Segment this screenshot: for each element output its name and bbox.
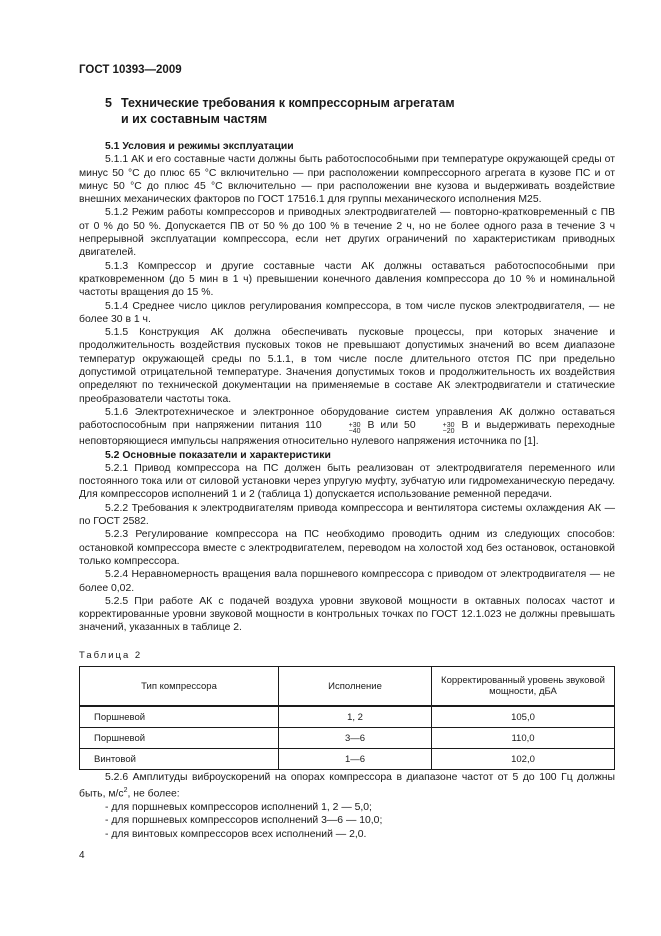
p526-part-b: , не более:: [127, 788, 180, 800]
list-item: - для поршневых компрессоров исполнений 3—6 — 10,0;: [79, 814, 615, 827]
paragraph-5-1-5: 5.1.5 Конструкция АК должна обеспечивать пусковые процессы, при которых значение и продолжительность воздействия пусковых токов не превышают допустимых значений во всем диапазоне температур окружающей среды по 5.1.1, в том числе после длительного отстоя ПС при предельно допустимой отрицательной температуре. Значения допустимых токов и продолжительность их воздействия определяют по технической документации на применяемые в составе АК электродвигатели и статические преобразователи частоты тока.: [79, 327, 615, 405]
cell-type: Поршневой: [80, 706, 279, 728]
tolerance-110: [323, 423, 361, 435]
list-item: - для винтовых компрессоров всех исполнений — 2,0.: [79, 828, 615, 841]
cell-level: 102,0: [432, 749, 615, 770]
p516-part-a: 5.1.6 Электротехническое и электронное оборудование систем управления АК должно оставаться работоспособным при напряжении питания 110: [79, 406, 615, 432]
section-number: 5: [105, 96, 112, 110]
paragraph-5-2-2: 5.2.2 Требования к электродвигателям привода компрессора и вентилятора системы охлаждения АК — по ГОСТ 2582.: [79, 502, 615, 528]
tol-50-lower: −20: [442, 428, 455, 436]
col-header-level: Корректированный уровень звуковой мощности, дБА: [432, 667, 615, 707]
paragraph-5-1-4: 5.1.4 Среднее число циклов регулирования компрессора, в том числе пусков электродвигателя, — не более 30 в 1 ч.: [79, 300, 615, 325]
vibration-list: [79, 801, 615, 841]
noise-table: [79, 666, 615, 770]
table-caption: Таблица 2: [79, 650, 143, 661]
paragraph-5-1-1: 5.1.1 АК и его составные части должны быть работоспособными при температуре окружающей среды от минус 50 °С до плюс 65 °С включительно — при расположении компрессорного агрегата в кузове ПС и от минус 50 °С до плюс 45 °С включительно — при расположении вне кузова и выдерживать воздействие внешних механических факторов по ГОСТ 17516.1 для группы механического исполнения М25.: [79, 154, 615, 206]
cell-level: 110,0: [432, 728, 615, 749]
tolerance-50: [417, 423, 455, 435]
paragraph-5-2-4: 5.2.4 Неравномерность вращения вала поршневого компрессора с приводом от электродвигателя — не более 0,02.: [79, 569, 615, 594]
post-table-body: [79, 771, 615, 841]
cell-version: 1, 2: [279, 706, 432, 728]
p516-part-b: В или 50: [361, 420, 416, 432]
tol-50-upper: +30: [442, 422, 455, 430]
section-title-line1: Технические требования к компрессорным агрегатам: [121, 96, 455, 110]
paragraph-5-1-2: 5.1.2 Режим работы компрессоров и приводных электродвигателей — повторно-кратковременный с ПВ от 0 % до 50 %. Допускается ПВ от 50 % до 100 % в течение 2 ч, но не более одного раза в течение 3 ч непрерывной эксплуатации компрессора, если нет других ограничений по характеристикам приводных двигателей.: [79, 207, 615, 259]
cell-version: 3—6: [279, 728, 432, 749]
paragraph-5-1-3: 5.1.3 Компрессор и другие составные части АК должны оставаться работоспособными при кратковременном (до 5 мин в 1 ч) превышении конечного давления компрессора до 10 % и номинальной частоты вращения до 15 %.: [79, 260, 615, 299]
p516-part-c: В и выдерживать переходные неповторяющиеся импульсы напряжения относительно нулевого напряжения источника по [1].: [79, 420, 615, 448]
section-title-line2: и их составным частям: [121, 112, 268, 126]
cell-type: Винтовой: [80, 749, 279, 770]
paragraph-5-2-6: [79, 771, 615, 801]
table-row: [80, 749, 615, 770]
p526-superscript: 2: [123, 787, 128, 795]
page-number: 4: [79, 850, 85, 861]
document-header: ГОСТ 10393—2009: [79, 64, 182, 76]
paragraph-5-2-3: 5.2.3 Регулирование компрессора на ПС необходимо проводить одним из следующих способов: остановкой компрессора вместе с электродвигателем, переводом на холостой ход без остановок, остановкой только компрессора.: [79, 529, 615, 567]
subsection-heading-5-1: 5.1 Условия и режимы эксплуатации: [105, 141, 294, 152]
col-header-type: Тип компрессора: [80, 667, 279, 707]
subsection-heading-5-2: 5.2 Основные показатели и характеристики: [105, 449, 331, 461]
p526-part-a: 5.2.6 Амплитуды виброускорений на опорах компрессора в диапазоне частот от 5 до 100 Гц должны быть, м/с: [79, 772, 615, 800]
tol-110-lower: −40: [348, 428, 361, 436]
section-heading: [105, 95, 455, 127]
paragraph-5-2-1: 5.2.1 Привод компрессора на ПС должен быть реализован от электродвигателя переменного или постоянного тока или от силовой установки через упругую муфту, зубчатую или гидромеханическую передачу. Для компрессоров исполнений 1 и 2 (таблица 1) допускается использование ременной передачи.: [79, 462, 615, 501]
table-header-row: [80, 667, 615, 707]
table-row: [80, 728, 615, 749]
paragraph-5-1-6: [79, 406, 615, 449]
tol-110-upper: +30: [348, 422, 361, 430]
list-item: - для поршневых компрессоров исполнений 1, 2 — 5,0;: [79, 801, 615, 814]
cell-version: 1—6: [279, 749, 432, 770]
section-body: [79, 140, 615, 635]
table-row: [80, 706, 615, 728]
cell-type: Поршневой: [80, 728, 279, 749]
paragraph-5-2-5: 5.2.5 При работе АК с подачей воздуха уровни звуковой мощности в октавных полосах частот и корректированные уровни звуковой мощности в контрольных точках по ГОСТ 12.1.023 не должны превышать значений, указанных в таблице 2.: [79, 595, 615, 634]
col-header-version: Исполнение: [279, 667, 432, 707]
cell-level: 105,0: [432, 706, 615, 728]
